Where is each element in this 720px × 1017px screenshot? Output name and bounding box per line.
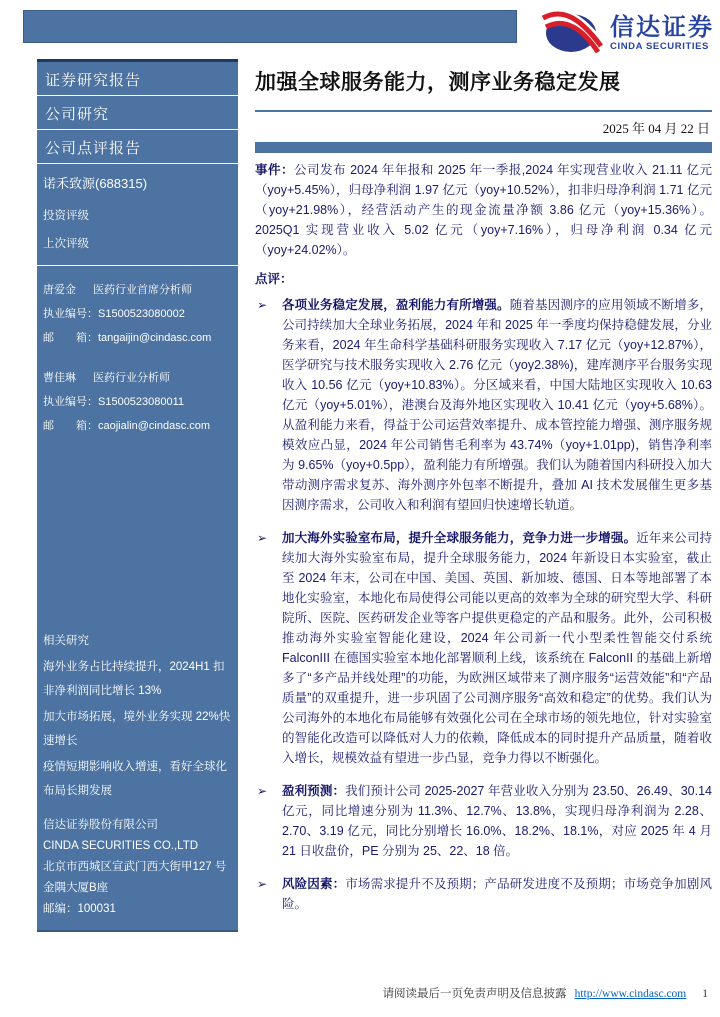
- sidebar-spacer: [37, 454, 238, 625]
- bullet-profit-forecast: [255, 781, 712, 861]
- comment-bullet-list: [255, 295, 712, 914]
- footer-website-link[interactable]: http://www.cindasc.com: [574, 988, 687, 1000]
- analyst-email: 邮 箱：caojialin@cindasc.com: [43, 420, 211, 432]
- report-title: 加强全球服务能力，测序业务稳定发展: [255, 71, 621, 94]
- analyst-title: 医药行业分析师: [93, 372, 171, 384]
- bullet-lead: 盈利预测：: [282, 784, 346, 798]
- firm-postcode: 邮编：100031: [43, 903, 116, 915]
- bullet-lead: 风险因素：: [282, 877, 346, 891]
- analyst-entry: [43, 366, 232, 438]
- arrow-bullet-icon: ➢: [257, 531, 268, 545]
- report-date: 2025 年 04 月 22 日: [602, 121, 710, 136]
- event-label: 事件：: [255, 163, 295, 177]
- related-research-link[interactable]: 海外业务占比持续提升，2024H1 扣非净利润同比增长 13%: [43, 661, 225, 697]
- analyst-name: 曹佳琳: [43, 372, 76, 384]
- logo-text-en: CINDA SECURITIES: [610, 40, 709, 52]
- bullet-lead: 各项业务稳定发展，盈利能力有所增强。: [282, 298, 510, 312]
- analyst-license: 执业编号：S1500523080002: [43, 308, 185, 320]
- analyst-email: 邮 箱：tangaijin@cindasc.com: [43, 332, 212, 344]
- report-sidebar: [37, 59, 238, 932]
- related-research-link[interactable]: 加大市场拓展，境外业务实现 22%快速增长: [43, 711, 231, 747]
- analyst-name: 唐爱金: [43, 284, 76, 296]
- firm-name-cn: 信达证券股份有限公司: [43, 819, 158, 831]
- firm-address: 北京市西城区宣武门西大街甲127 号金隅大厦B座: [43, 861, 227, 894]
- arrow-bullet-icon: ➢: [257, 877, 268, 891]
- bullet-overseas-labs: [255, 528, 712, 768]
- event-paragraph: [255, 160, 712, 260]
- logo-text-cn: 信达证券: [610, 13, 714, 41]
- header-rule-bar: [23, 10, 517, 43]
- bullet-body: 近年来公司持续加大海外实验室布局，提升全球服务能力，2024 年新设日本实验室，截止至 2024 年末，公司在中国、美国、英国、新加坡、德国、日本等地部署了本地化实验室，本地化布局使得公司能以更高的效率为全球的研究型大学、科研院所、医院、医药研发企业等客户提供更稳定的产品和服务。此外，公司积极推动海外实验室智能化建设，2024 年公司新一代小型柔性智能交付系统 FalconIII 在德国实验室本地化部署顺利上线，该系统在 FalconII 的基础上新增多了“多产品并线处理”的功能，为欧洲区域带来了测序服务“运营效能”和“产品质量”的双重提升，进一步巩固了公司测序服务“高效和稳定”的优势。我们认为公司海外的本地化布局能够有效强化公司在全球市场的领先地位，针对实验室的智能化改造可以降低对人力的依赖，降低成本的同时提升产品质量，随着收入增长，规模效益有望进一步凸显，竞争力得以不断强化。: [282, 531, 712, 765]
- bullet-business-growth: [255, 295, 712, 515]
- analyst-entry: [43, 278, 232, 350]
- comment-label: 点评：: [255, 272, 293, 286]
- report-main-column: [255, 66, 712, 927]
- analysts-block: [37, 266, 238, 454]
- bullet-body: 随着基因测序的应用领域不断增多，公司持续加大全球业务拓展，2024 年和 2025 年一季度均保持稳健发展，分业务来看，2024 年生命科学基础科研服务实现收入 7.17 亿元（yoy+12.87%），医学研究与技术服务实现收入 2.76 亿元（yoy2.38%)，建库测序平台服务实现收入 10.56 亿元（yoy+10.83%）。分区域来看，中国大陆地区实现收入 10.63 亿元（yoy+5.01%），港澳台及海外地区实现收入 10.41 亿元（yoy+5.68%）。从盈利能力来看，得益于公司运营效率提升、成本管控能力增强、测序服务规模效应凸显，2024 年公司销售毛利率为 43.74%（yoy+1.01pp)，销售净利率为 9.65%（yoy+0.5pp），盈利能力有所增强。我们认为随着国内科研投入加大带动测序需求复苏、海外测序外包率不断提升，叠加 AI 技术发展催生更多基因测序需求，公司收入和利润有望回归快速增长轨道。: [282, 298, 712, 512]
- bullet-lead: 加大海外实验室布局，提升全球服务能力，竞争力进一步增强。: [282, 531, 637, 545]
- bullet-risk-factors: [255, 874, 712, 914]
- analyst-title: 医药行业首席分析师: [93, 284, 193, 296]
- firm-info-block: [37, 809, 238, 930]
- investment-rating-label: 投资评级: [43, 210, 89, 222]
- related-research-block: [37, 625, 238, 809]
- section-header-bar: [255, 142, 712, 153]
- sidebar-category-research-report: 证券研究报告: [37, 62, 238, 96]
- related-research-link[interactable]: 疫情短期影响收入增速，看好全球化布局长期发展: [43, 761, 227, 797]
- page-footer: [383, 985, 708, 1001]
- bullet-body: 我们预计公司 2025-2027 年营业收入分别为 23.50、26.49、30.14 亿元，同比增速分别为 11.3%、12.7%、13.8%，实现归母净利润为 2.28、2.70、3.19 亿元，同比分别增长 16.0%、18.2%、18.1%，对应 2025 年 4 月 21 日收盘价，PE 分别为 25、22、18 倍。: [282, 784, 712, 858]
- related-research-title: 相关研究: [43, 635, 89, 647]
- event-body: 公司发布 2024 年年报和 2025 年一季报,2024 年实现营业收入 21.11 亿元（yoy+5.45%），归母净利润 1.97 亿元（yoy+10.52%），扣非归母净利润 1.71 亿元（yoy+21.98%），经营活动产生的现金流量净额 3.86 亿元（yoy+15.36%）。2025Q1 实现营业收入 5.02 亿元（yoy+7.16%），归母净利润 0.34 亿元（yoy+24.02%）。: [255, 163, 712, 257]
- arrow-bullet-icon: ➢: [257, 298, 268, 312]
- previous-rating-label: 上次评级: [43, 238, 89, 250]
- analyst-license: 执业编号：S1500523080011: [43, 396, 185, 408]
- stock-name-code: 诺禾致源(688315): [43, 176, 148, 191]
- bullet-body: 市场需求提升不及预期；产品研发进度不及预期；市场竞争加剧风险。: [282, 877, 712, 911]
- firm-name-en: CINDA SECURITIES CO.,LTD: [43, 840, 199, 852]
- footer-disclaimer: 请阅读最后一页免责声明及信息披露: [382, 988, 567, 1000]
- sidebar-category-company-comment: 公司点评报告: [37, 130, 238, 164]
- arrow-bullet-icon: ➢: [257, 784, 268, 798]
- page-number: 1: [702, 988, 708, 1000]
- cinda-logo-icon: [540, 6, 604, 61]
- sidebar-category-company-research: 公司研究: [37, 96, 238, 130]
- cinda-logo: [540, 6, 714, 61]
